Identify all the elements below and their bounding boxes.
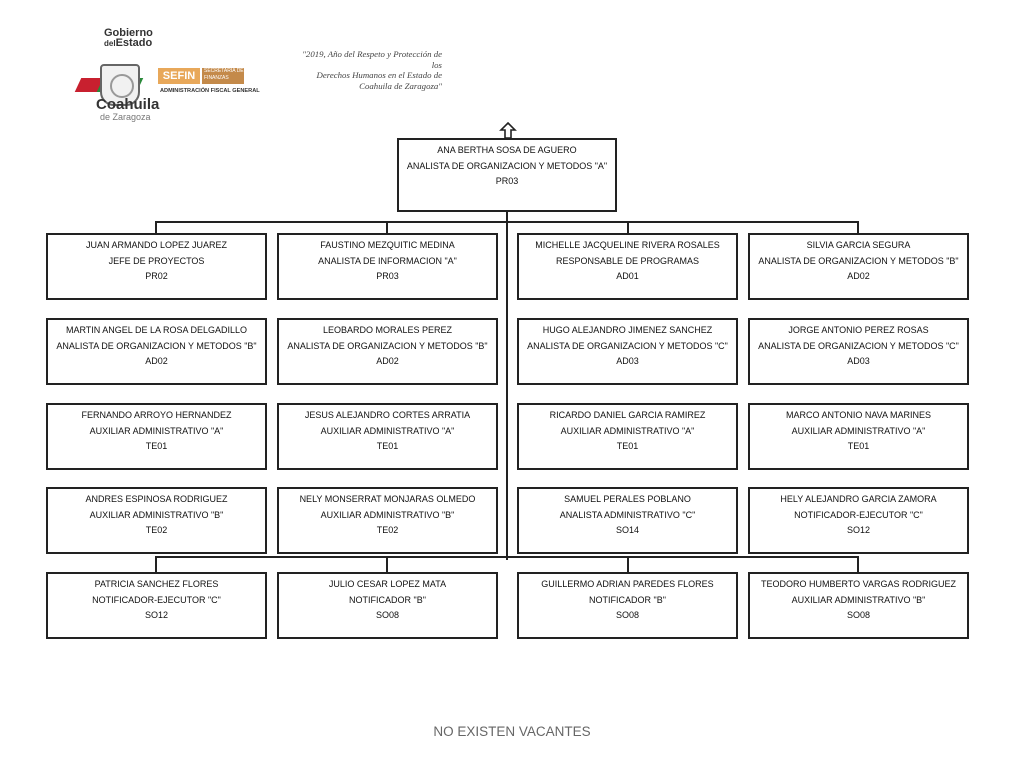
position-box[interactable] (277, 233, 498, 300)
secretaria-finanzas-label: SECRETARÍA DE FINANZAS (202, 68, 244, 84)
position-code: SO12 (144, 610, 168, 620)
position-name: JUAN ARMANDO LOPEZ JUAREZ (85, 240, 228, 250)
top-level-horizontal-connector (155, 221, 858, 223)
position-name: SAMUEL PERALES POBLANO (564, 494, 691, 504)
position-name: ANA BERTHA SOSA DE AGUERO (437, 145, 577, 155)
position-name: JULIO CESAR LOPEZ MATA (328, 579, 447, 589)
position-name: JESUS ALEJANDRO CORTES ARRATIA (304, 410, 471, 420)
position-title: ANALISTA DE INFORMACION "A" (318, 255, 457, 266)
position-box[interactable] (46, 572, 267, 639)
position-code: PR03 (376, 271, 399, 281)
position-code: AD01 (616, 271, 639, 281)
position-code: AD03 (616, 356, 639, 366)
position-title: JEFE DE PROYECTOS (108, 255, 205, 266)
up-arrow-icon[interactable] (499, 122, 517, 139)
position-name: PATRICIA SANCHEZ FLORES (94, 579, 219, 589)
position-box[interactable] (517, 487, 738, 554)
position-title: AUXILIAR ADMINISTRATIVO "A" (791, 425, 926, 436)
right-side-vertical (857, 556, 859, 573)
position-box[interactable] (46, 403, 267, 470)
position-code: AD02 (376, 356, 399, 366)
position-box[interactable] (46, 487, 267, 554)
position-box[interactable] (748, 318, 969, 385)
position-name: NELY MONSERRAT MONJARAS OLMEDO (299, 494, 476, 504)
position-title: AUXILIAR ADMINISTRATIVO "A" (320, 425, 455, 436)
position-code: PR03 (495, 176, 519, 186)
position-box[interactable] (277, 403, 498, 470)
position-title: ANALISTA ADMINISTRATIVO "C" (559, 509, 696, 520)
position-code: SO14 (615, 525, 639, 535)
position-name: MARTIN ANGEL DE LA ROSA DELGADILLO (65, 325, 248, 335)
position-title: NOTIFICADOR "B" (349, 594, 426, 605)
position-title: NOTIFICADOR-EJECUTOR "C" (92, 594, 221, 605)
position-code: TE01 (616, 441, 639, 451)
position-box[interactable] (748, 403, 969, 470)
zaragoza-wordmark: de Zaragoza (100, 112, 151, 122)
position-box[interactable] (277, 318, 498, 385)
gobierno-coahuila-logo (78, 27, 260, 124)
position-code: AD02 (145, 356, 168, 366)
position-name: HELY ALEJANDRO GARCIA ZAMORA (780, 494, 937, 504)
position-title: AUXILIAR ADMINISTRATIVO "A" (89, 425, 224, 436)
position-code: TE02 (376, 525, 399, 535)
position-name: RICARDO DANIEL GARCIA RAMIREZ (549, 410, 706, 420)
position-box[interactable] (517, 318, 738, 385)
position-box[interactable] (748, 572, 969, 639)
position-name: MICHELLE JACQUELINE RIVERA ROSALES (535, 240, 720, 250)
position-title: AUXILIAR ADMINISTRATIVO "B" (89, 509, 224, 520)
position-code: SO12 (846, 525, 870, 535)
position-box[interactable] (46, 233, 267, 300)
position-box[interactable] (517, 403, 738, 470)
position-name: JORGE ANTONIO PEREZ ROSAS (788, 325, 929, 335)
position-title: ANALISTA DE ORGANIZACION Y METODOS "C" (758, 340, 959, 351)
position-title: AUXILIAR ADMINISTRATIVO "B" (791, 594, 926, 605)
position-name: TEODORO HUMBERTO VARGAS RODRIGUEZ (760, 579, 957, 589)
position-code: AD02 (847, 271, 870, 281)
sefin-logo: SEFIN (158, 68, 200, 84)
position-name: FAUSTINO MEZQUITIC MEDINA (320, 240, 455, 250)
position-box[interactable] (517, 572, 738, 639)
drop-line-bottom-col3 (627, 556, 629, 573)
gobierno-del-estado-wordmark: Gobierno delEstado (104, 27, 153, 49)
drop-line-bottom-col2 (386, 556, 388, 573)
position-title: NOTIFICADOR "B" (589, 594, 666, 605)
position-name: GUILLERMO ADRIAN PAREDES FLORES (541, 579, 714, 589)
position-title: ANALISTA DE ORGANIZACION Y METODOS "C" (527, 340, 728, 351)
left-side-vertical (155, 556, 157, 573)
position-title: ANALISTA DE ORGANIZACION Y METODOS "A" (406, 160, 608, 171)
position-name: SILVIA GARCIA SEGURA (806, 240, 911, 250)
head-connector-vertical (506, 210, 508, 560)
position-title: AUXILIAR ADMINISTRATIVO "B" (320, 509, 455, 520)
head-position-box[interactable] (397, 138, 617, 212)
position-box[interactable] (517, 233, 738, 300)
position-box[interactable] (277, 487, 498, 554)
position-name: LEOBARDO MORALES PEREZ (322, 325, 453, 335)
position-code: AD03 (847, 356, 870, 366)
position-name: MARCO ANTONIO NAVA MARINES (785, 410, 932, 420)
position-code: TE01 (376, 441, 399, 451)
position-code: TE02 (145, 525, 168, 535)
no-vacancies-note: NO EXISTEN VACANTES (433, 724, 591, 739)
position-title: AUXILIAR ADMINISTRATIVO "A" (560, 425, 695, 436)
position-title: ANALISTA DE ORGANIZACION Y METODOS "B" (287, 340, 488, 351)
position-box[interactable] (277, 572, 498, 639)
position-title: RESPONSABLE DE PROGRAMAS (555, 255, 700, 266)
position-code: SO08 (846, 610, 870, 620)
position-box[interactable] (748, 233, 969, 300)
year-motto: "2019, Año del Respeto y Protección de los Derechos Humanos en el Estado de Coahuila de Zaragoza" (302, 49, 442, 91)
position-title: NOTIFICADOR-EJECUTOR "C" (794, 509, 923, 520)
position-name: HUGO ALEJANDRO JIMENEZ SANCHEZ (542, 325, 713, 335)
position-box[interactable] (748, 487, 969, 554)
bottom-horizontal-connector (155, 556, 858, 558)
position-code: SO08 (615, 610, 639, 620)
position-title: ANALISTA DE ORGANIZACION Y METODOS "B" (758, 255, 959, 266)
position-name: ANDRES ESPINOSA RODRIGUEZ (85, 494, 228, 504)
position-code: PR02 (145, 271, 168, 281)
position-name: FERNANDO ARROYO HERNANDEZ (81, 410, 232, 420)
position-code: SO08 (375, 610, 399, 620)
coahuila-wordmark: Coahuila (96, 96, 160, 113)
position-box[interactable] (46, 318, 267, 385)
position-code: TE01 (145, 441, 168, 451)
position-title: ANALISTA DE ORGANIZACION Y METODOS "B" (56, 340, 257, 351)
position-code: TE01 (847, 441, 870, 451)
administracion-fiscal-label: ADMINISTRACIÓN FISCAL GENERAL (160, 88, 260, 94)
